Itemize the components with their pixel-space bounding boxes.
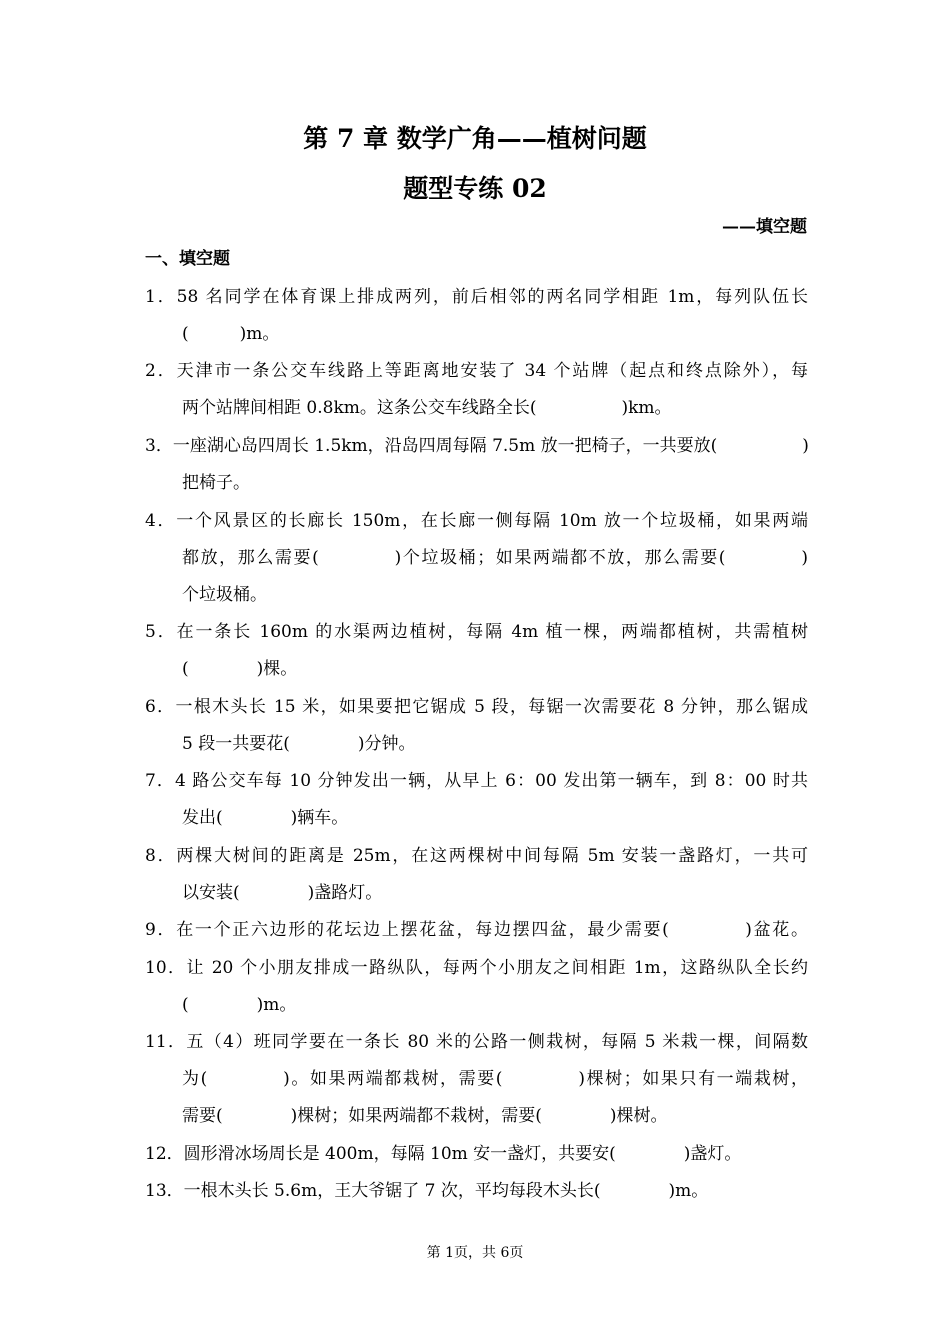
question-line: 5．在一条长 160m 的水渠两边植树，每隔 4m 植一棵，两端都植树，共需植树 [145, 622, 808, 642]
question-line: 以安装( )盏路灯。 [182, 883, 383, 903]
question-line: ( )m。 [182, 324, 280, 344]
question-line: 需要( )棵树；如果两端都不栽树，需要( )棵树。 [182, 1106, 668, 1126]
question-line: 9．在一个正六边形的花坛边上摆花盆，每边摆四盆，最少需要( )盆花。 [145, 920, 808, 940]
question-line: 10．让 20 个小朋友排成一路纵队，每两个小朋友之间相距 1m，这路纵队全长约 [145, 958, 808, 978]
question-line: 1．58 名同学在体育课上排成两列，前后相邻的两名同学相距 1m，每列队伍长 [145, 287, 808, 307]
question-line: 两个站牌间相距 0.8km。这条公交车线路全长( )km。 [182, 398, 672, 418]
question-line: 个垃圾桶。 [182, 585, 267, 605]
page-footer: 第 1页，共 6页 [426, 1245, 524, 1261]
question-line: 6．一根木头长 15 米，如果要把它锯成 5 段，每锯一次需要花 8 分钟，那么锯成 [145, 697, 808, 717]
question-line: ( )棵。 [182, 659, 298, 679]
question-line: 都放，那么需要( )个垃圾桶；如果两端都不放，那么需要( ) [182, 548, 808, 568]
question-line: 发出( )辆车。 [182, 808, 349, 828]
page-title: 第 7 章 数学广角——植树问题 [303, 124, 647, 153]
question-type-label: ——填空题 [722, 217, 807, 237]
question-line: 为( )。如果两端都栽树，需要( )棵树；如果只有一端栽树， [182, 1069, 808, 1089]
section-heading: 一、填空题 [145, 249, 230, 269]
question-line: 4．一个风景区的长廊长 150m，在长廊一侧每隔 10m 放一个垃圾桶，如果两端 [145, 511, 808, 531]
question-line: 5 段一共要花( )分钟。 [182, 734, 416, 754]
question-line: 8．两棵大树间的距离是 25m，在这两棵树中间每隔 5m 安装一盏路灯，一共可 [145, 846, 808, 866]
question-line: 3．一座湖心岛四周长 1.5km，沿岛四周每隔 7.5m 放一把椅子，一共要放( ) [145, 436, 809, 456]
page-subtitle: 题型专练 02 [403, 174, 547, 203]
question-line: 把椅子。 [182, 473, 250, 493]
question-line: 7．4 路公交车每 10 分钟发出一辆，从早上 6：00 发出第一辆车，到 8：00 时共 [145, 771, 808, 791]
question-line: 13．一根木头长 5.6m，王大爷锯了 7 次，平均每段木头长( )m。 [145, 1181, 709, 1201]
question-line: 11．五（4）班同学要在一条长 80 米的公路一侧栽树，每隔 5 米栽一棵，间隔数 [145, 1032, 808, 1052]
question-line: 2．天津市一条公交车线路上等距离地安装了 34 个站牌（起点和终点除外），每 [145, 361, 808, 381]
question-line: 12．圆形滑冰场周长是 400m，每隔 10m 安一盏灯，共要安( )盏灯。 [145, 1144, 742, 1164]
question-line: ( )m。 [182, 995, 297, 1015]
